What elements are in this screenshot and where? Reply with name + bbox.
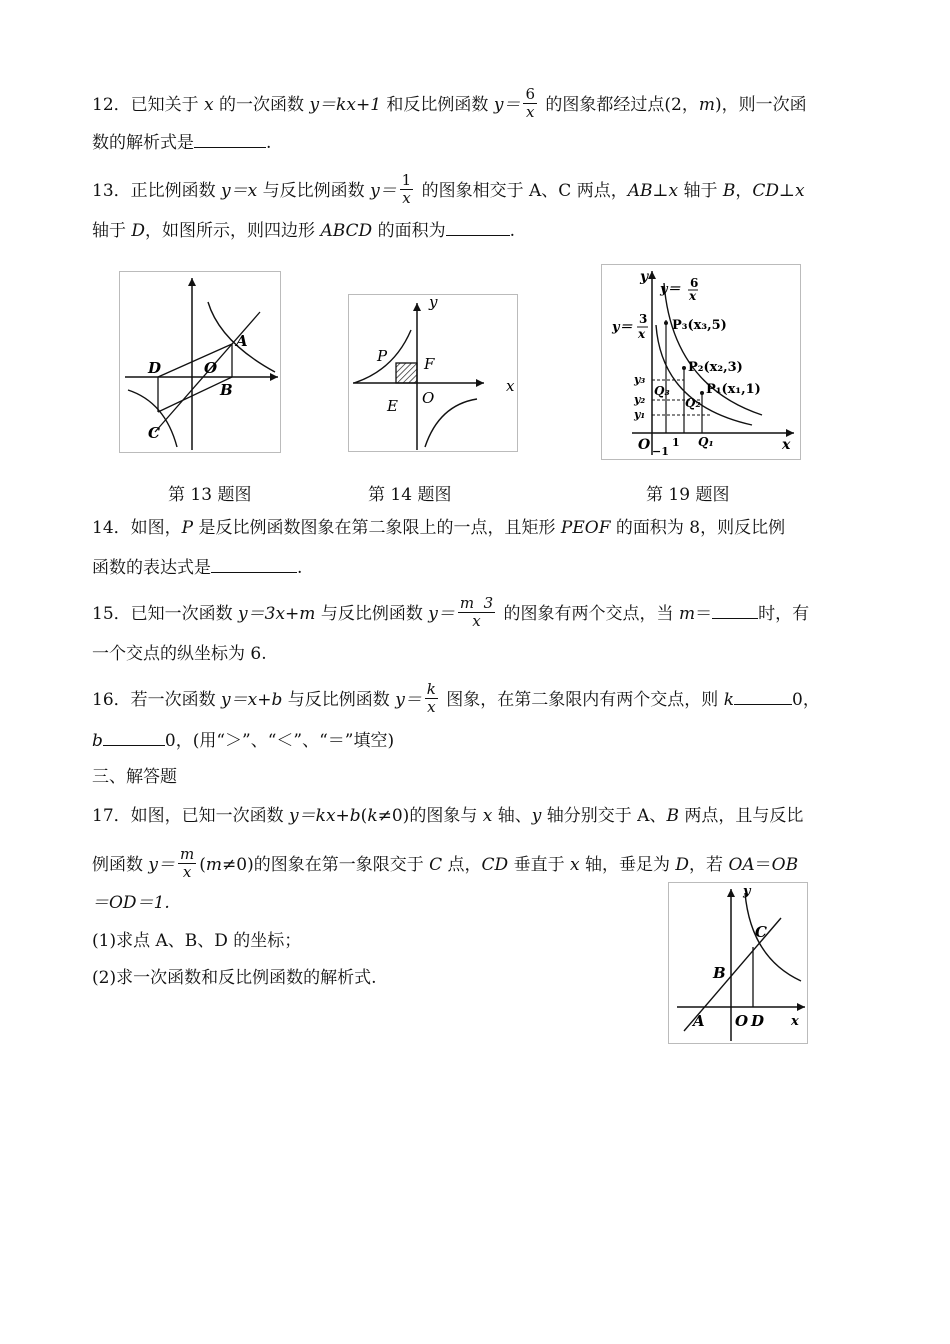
fraction-numerator: 6 (525, 85, 535, 103)
q17-text: B (666, 806, 679, 826)
answer-blank[interactable] (211, 556, 297, 573)
q14-text: P (181, 518, 194, 538)
q14-text: . (297, 558, 303, 578)
q17-text: CD (481, 855, 509, 875)
figure-17-diagram (669, 883, 807, 1043)
q15-inverse-lhs: y＝ (428, 604, 455, 624)
q14-text: 是反比例函数图象在第二象限上的一点，且矩形 (193, 518, 561, 538)
fraction-numerator: 1 (401, 171, 412, 189)
q12-text: 已知关于 (130, 95, 205, 115)
label-y3: y₃ (634, 373, 646, 386)
x-axis-arrow (797, 1003, 805, 1011)
curve2-label: y＝ (612, 320, 633, 335)
figure-14 (348, 294, 518, 452)
label-d: D (751, 1012, 765, 1030)
q13-text: CD⊥x (752, 181, 805, 201)
q15-line2 (92, 643, 267, 665)
q17-linear-function: y＝kx+b (289, 806, 361, 826)
label-c: C (755, 923, 767, 941)
q16-line2 (92, 729, 394, 752)
q17-line3: ＝OD＝1. (92, 893, 170, 913)
caption-14: 第 14 题图 (368, 485, 452, 505)
q15-text: 与反比例函数 (315, 604, 429, 624)
q17-fraction (178, 846, 196, 881)
q17-text: 例函数 (92, 855, 149, 875)
answer-blank[interactable] (103, 729, 165, 746)
q17-sub2: (2)求一次函数和反比例函数的解析式. (92, 968, 377, 988)
q16-line1 (92, 680, 820, 718)
q12-line1 (92, 85, 807, 123)
fraction-numerator: m 3 (459, 594, 494, 612)
q17-text: OB (771, 855, 799, 875)
q17-text: y (531, 806, 542, 826)
q12-text: 和反比例函数 (381, 95, 494, 115)
q17-text: 轴，垂足为 (579, 855, 676, 875)
q13-inverse-lhs: y＝ (370, 181, 397, 201)
q13-number: 13． (92, 181, 131, 201)
label-x: x (506, 377, 515, 395)
q13-line1 (92, 171, 805, 209)
q17-text: 两点，且与反比 (678, 806, 804, 826)
q17-text: ( (360, 806, 368, 826)
label-y: y (640, 269, 649, 285)
section-heading: 三、解答题 (92, 767, 177, 787)
label-b: B (713, 964, 726, 982)
q16-text: 图象，在第二象限内有两个交点，则 (440, 690, 724, 710)
q17-text: k (367, 806, 378, 826)
figure-17 (668, 882, 808, 1044)
q13-text: ABCD (320, 221, 373, 241)
label-x: x (791, 1014, 799, 1029)
label-d: D (148, 359, 162, 377)
q13-text: 轴于 (92, 221, 132, 241)
q13-text: ，如图所示，则四边形 (145, 221, 321, 241)
tick-1: 1 (672, 436, 680, 449)
q14-number: 14． (92, 518, 131, 538)
q12-number: 12． (92, 95, 131, 115)
rectangle-peof (396, 363, 417, 383)
q15-text: 时，有 (758, 604, 810, 624)
q15-line1 (92, 594, 810, 632)
label-o: O (422, 389, 435, 407)
q13-text: D (131, 221, 146, 241)
label-b: B (220, 381, 233, 399)
caption-13: 第 13 题图 (168, 485, 252, 505)
q17-text: ≠0)的图象在第一象限交于 (222, 855, 430, 875)
answer-blank[interactable] (194, 131, 266, 148)
point-p2 (682, 366, 686, 370)
q14-line2 (92, 556, 302, 579)
q14-text: 函数的表达式是 (92, 558, 211, 578)
q12-text: 数的解析式是 (92, 133, 194, 153)
label-p1: P₁(x₁,1) (706, 382, 761, 397)
q12-text: . (266, 133, 272, 153)
q17-sub1: (1)求点 A、B、D 的坐标； (92, 931, 302, 951)
point-p1 (700, 391, 704, 395)
answer-blank[interactable] (734, 688, 792, 705)
curve1-label: y＝ (660, 282, 681, 297)
q13-fraction (400, 172, 414, 207)
figure-19 (601, 264, 801, 460)
label-e: E (387, 397, 398, 415)
point-p3 (664, 321, 668, 325)
q16-number: 16． (92, 690, 131, 710)
q17-text: 如图，已知一次函数 (130, 806, 290, 826)
q16-text: 与反比例函数 (282, 690, 396, 710)
figure-14-diagram (349, 295, 517, 451)
q17-text: 点， (442, 855, 482, 875)
x-axis-arrow (786, 429, 794, 437)
caption-19: 第 19 题图 (646, 485, 730, 505)
fraction-numerator: k (426, 680, 436, 698)
q17-text: x (482, 806, 493, 826)
q15-text: 已知一次函数 (130, 604, 239, 624)
q12-linear-function: y＝kx+1 (309, 95, 382, 115)
q16-fraction (425, 681, 438, 716)
label-a: A (236, 332, 248, 350)
q12-line2 (92, 131, 271, 154)
q13-text: 正比例函数 (130, 181, 222, 201)
label-y1: y₁ (634, 408, 646, 421)
q13-text: 的面积为 (372, 221, 446, 241)
fraction-numerator: m (180, 845, 195, 863)
answer-blank[interactable] (712, 602, 758, 619)
q13-text: . (509, 221, 515, 241)
q12-text: 的图象都经过点(2， (539, 95, 699, 115)
label-o: O (204, 359, 218, 377)
q16-text: 0，(用“＞”、“＜”、“＝”填空) (164, 731, 395, 751)
y-axis-arrow (188, 278, 196, 286)
q16-text: k (723, 690, 735, 710)
q17-text: C (429, 855, 443, 875)
q13-linear-function: y＝x (221, 181, 258, 201)
q13-text: AB⊥x (627, 181, 679, 201)
tick-neg1: −1 (652, 445, 669, 458)
curve2-numerator: 3 (639, 312, 648, 326)
label-q3: Q₃ (654, 384, 670, 398)
q17-text: 垂直于 (508, 855, 570, 875)
q12-var-m: m (698, 95, 715, 115)
q17-line1 (92, 805, 803, 827)
curve2-denominator: x (638, 327, 646, 341)
label-q1: Q₁ (698, 435, 714, 449)
y-axis-arrow (727, 889, 735, 897)
segment-da (158, 344, 232, 377)
q13-line2 (92, 219, 515, 242)
label-p2: P₂(x₂,3) (688, 360, 743, 375)
q16-inverse-lhs: y＝ (395, 690, 422, 710)
fraction-denominator: x (182, 863, 192, 881)
q12-inverse-lhs: y＝ (493, 95, 521, 115)
q13-text: ， (735, 181, 753, 201)
q12-fraction (523, 86, 537, 121)
fraction-denominator: x (472, 612, 481, 630)
q15-text: 一个交点的纵坐标为 6. (92, 644, 267, 664)
q16-text: 0， (792, 690, 820, 710)
y-axis-arrow (648, 271, 656, 279)
q14-text: PEOF (560, 518, 611, 538)
q17-text: OA (728, 855, 755, 875)
answer-blank[interactable] (446, 219, 510, 236)
y-axis-arrow (413, 303, 421, 311)
q14-text: 如图， (130, 518, 182, 538)
q15-linear-function: y＝3x+m (238, 604, 316, 624)
q12-text: 的一次函数 (213, 95, 310, 115)
q15-text: ＝ (695, 604, 713, 624)
figure-13 (119, 271, 281, 453)
q15-fraction (458, 595, 495, 630)
q12-text: )，则一次函 (714, 95, 807, 115)
q13-text: 轴于 (678, 181, 723, 201)
q17-text: ＝ (754, 855, 772, 875)
q17-text: 轴、 (492, 806, 532, 826)
q16-text: b (92, 731, 103, 751)
q17-text: 轴分别交于 A、 (541, 806, 667, 826)
q13-text: 的图象相交于 A、C 两点， (416, 181, 628, 201)
q17-inverse-lhs: y＝ (148, 855, 176, 875)
label-a: A (693, 1012, 705, 1030)
label-f: F (424, 355, 435, 373)
curve1-numerator: 6 (690, 276, 699, 290)
curve1-denominator: x (689, 289, 697, 303)
q15-text: m (678, 604, 696, 624)
label-c: C (148, 424, 160, 442)
q17-number: 17． (92, 806, 131, 826)
figure-19-diagram (602, 265, 800, 459)
q15-number: 15． (92, 604, 131, 624)
q17-line2 (92, 845, 799, 883)
q17-text: m (205, 855, 223, 875)
q17-text: ，若 (689, 855, 729, 875)
label-x: x (782, 437, 791, 453)
q17-text: x (570, 855, 580, 875)
curve-3-over-x (656, 325, 752, 425)
label-o: O (735, 1012, 749, 1030)
q15-text: 的图象有两个交点，当 (498, 604, 679, 624)
label-p: P (377, 347, 388, 365)
q16-linear-function: y＝x+b (221, 690, 283, 710)
fraction-denominator: x (427, 698, 436, 716)
x-axis-arrow (270, 373, 278, 381)
q16-text: 若一次函数 (130, 690, 222, 710)
label-y: y (743, 884, 751, 899)
label-y2: y₂ (634, 393, 646, 406)
q14-line1 (92, 517, 785, 539)
label-o: O (638, 437, 651, 453)
fraction-denominator: x (525, 103, 535, 121)
fraction-denominator: x (402, 189, 411, 207)
q12-var-x: x (204, 95, 214, 115)
label-y: y (429, 295, 438, 311)
q17-text: ( (199, 855, 206, 875)
x-axis-arrow (476, 379, 484, 387)
figure-13-diagram (120, 272, 280, 452)
q13-text: 与反比例函数 (257, 181, 371, 201)
label-p3: P₃(x₃,5) (672, 318, 727, 333)
q17-text: ≠0)的图象与 (377, 806, 483, 826)
q17-text: D (675, 855, 690, 875)
label-q2: Q₂ (685, 396, 701, 410)
q13-text: B (722, 181, 736, 201)
q14-text: 的面积为 8，则反比例 (610, 518, 786, 538)
